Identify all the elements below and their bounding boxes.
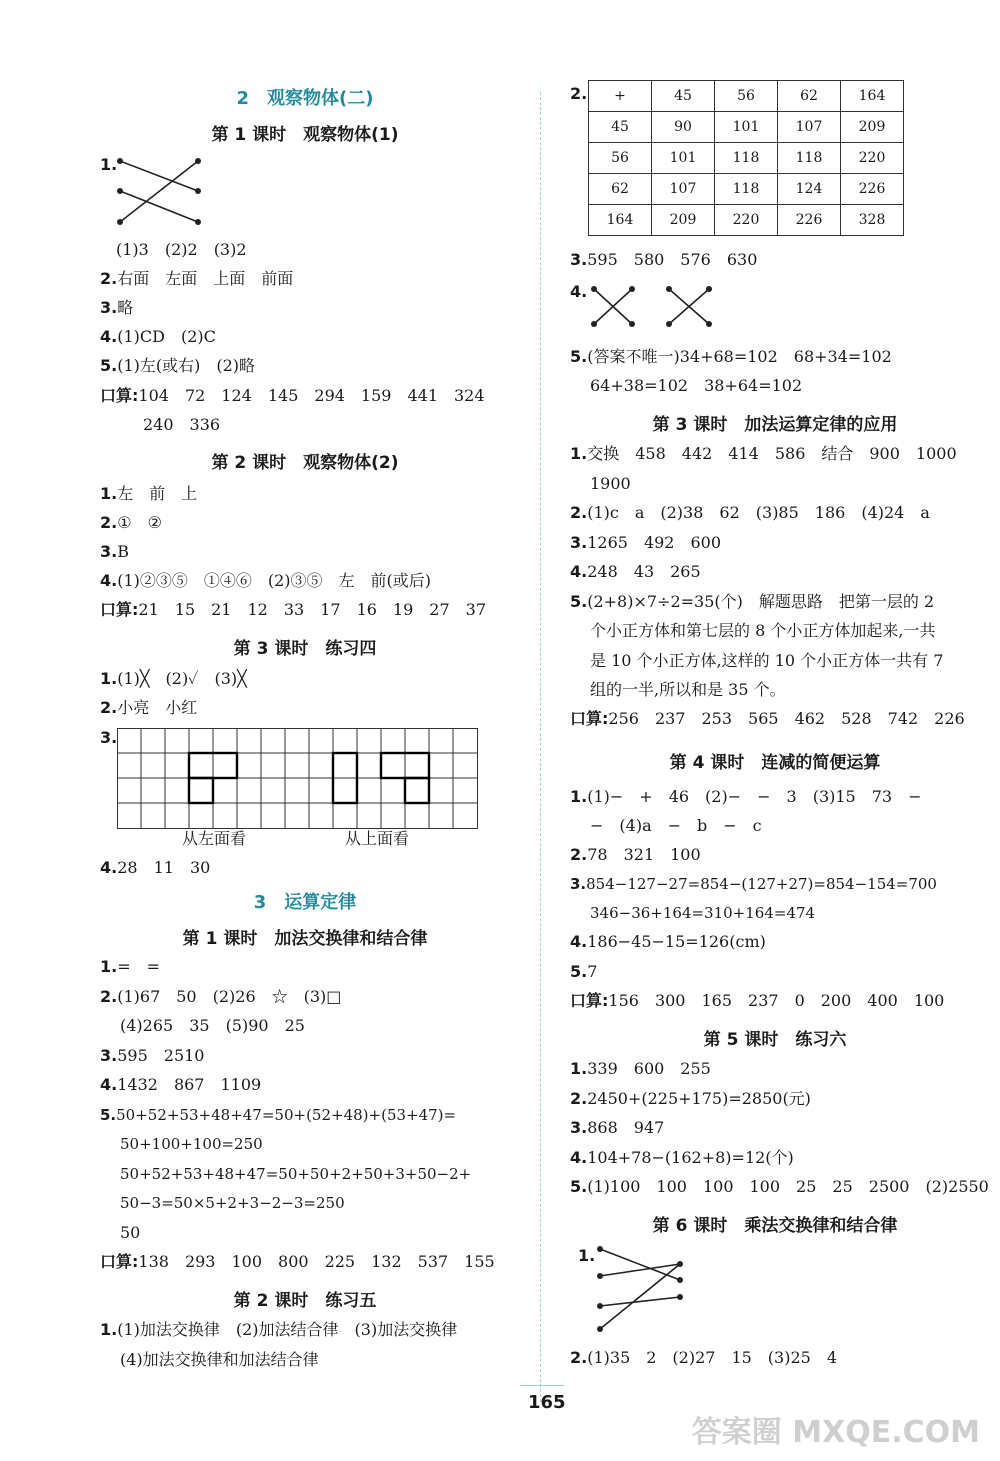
- answer-line: 4.248 43 265: [570, 562, 701, 581]
- answer-text: (答案不唯一)34+68=102 68+34=102: [587, 347, 892, 366]
- answer-text: 595 580 576 630: [587, 250, 758, 269]
- answer-line: 5.(答案不唯一)34+68=102 68+34=102: [570, 347, 892, 366]
- answer-text: 略: [117, 298, 134, 317]
- answer-line: 3.868 947: [570, 1118, 665, 1137]
- answer-text: 339 600 255: [587, 1059, 711, 1078]
- answer-line: 50−3=50×5+2+3−2−3=250: [120, 1194, 345, 1212]
- answer-line: 3.1265 492 600: [570, 533, 722, 552]
- table-row: [589, 205, 904, 236]
- answer-line: (4)加法交换律和加法结合律: [120, 1350, 319, 1369]
- table-cell: 45: [589, 112, 652, 143]
- answer-line: 64+38=102 38+64=102: [590, 376, 803, 395]
- answer-text: 右面 左面 上面 前面: [117, 269, 294, 288]
- column-divider: [540, 92, 541, 1402]
- answer-line: 2.小亮 小红: [100, 698, 198, 717]
- question-number: 3.: [100, 728, 118, 747]
- answer-line: 1.339 600 255: [570, 1059, 711, 1078]
- answer-line: 3.595 580 576 630: [570, 250, 758, 269]
- oral-calc-label: 口算:: [570, 991, 609, 1010]
- answer-line: 2.右面 左面 上面 前面: [100, 269, 294, 288]
- answer-text: 左 前 上: [117, 484, 198, 503]
- table-cell: 101: [652, 143, 715, 174]
- table-cell: 45: [652, 81, 715, 112]
- table-cell: 124: [778, 174, 841, 205]
- answer-text: 1432 867 1109: [117, 1075, 262, 1094]
- table-cell: 328: [841, 205, 904, 236]
- answer-line: 5.(1)左(或右) (2)略: [100, 356, 256, 375]
- answer-text: (1)╳ (2)✓ (3)╳: [117, 669, 247, 688]
- answer-text: (1)67 50 (2)26 ☆ (3)□: [117, 987, 342, 1006]
- answer-line: 3.略: [100, 298, 134, 317]
- answer-line: 1.= =: [100, 957, 161, 976]
- table-cell: 118: [715, 174, 778, 205]
- answer-text: 256 237 253 565 462 528 742 226: [608, 709, 965, 728]
- answer-line: 5.(2+8)×7÷2=35(个) 解题思路 把第一层的 2: [570, 592, 935, 611]
- matching-lines-diagram: [594, 1243, 689, 1335]
- chapter-title-2: 2 观察物体(二): [236, 88, 374, 109]
- question-number: 1.: [100, 155, 118, 174]
- table-cell: 62: [778, 81, 841, 112]
- table-cell: 209: [841, 112, 904, 143]
- answer-line: 2.(1)35 2 (2)27 15 (3)25 4: [570, 1348, 838, 1367]
- answer-line: 50: [120, 1223, 141, 1242]
- answer-line: 5.50+52+53+48+47=50+(52+48)+(53+47)=: [100, 1106, 457, 1124]
- answer-line: (4)265 35 (5)90 25: [120, 1016, 305, 1035]
- answer-line: 2.① ②: [100, 513, 162, 532]
- answer-line: 是 10 个小正方体,这样的 10 个小正方体一共有 7: [590, 651, 944, 670]
- answer-text: 交换 458 442 414 586 结合 900 1000: [587, 444, 957, 463]
- question-number: 4.: [570, 282, 588, 301]
- answer-text: 104+78−(162+8)=12(个): [587, 1148, 794, 1167]
- answer-line: 3.854−127−27=854−(127+27)=854−154=700: [570, 875, 937, 893]
- oral-calc-label: 口算:: [100, 600, 139, 619]
- answer-line: 2.(1)67 50 (2)26 ☆ (3)□: [100, 987, 342, 1006]
- lesson-title: 第 2 课时 观察物体(2): [211, 453, 399, 473]
- answer-line: 5.7: [570, 962, 598, 981]
- answer-line: 240 336: [143, 415, 221, 434]
- answer-text: 28 11 30: [117, 858, 211, 877]
- answer-line: 1.(1)− + 46 (2)− − 3 (3)15 73 −: [570, 787, 922, 806]
- table-cell: 118: [778, 143, 841, 174]
- answer-text: 595 2510: [117, 1046, 205, 1065]
- answer-text: 854−127−27=854−(127+27)=854−154=700: [586, 875, 937, 893]
- answer-line: 1.左 前 上: [100, 484, 198, 503]
- lesson-title: 第 4 课时 连减的简便运算: [669, 753, 881, 773]
- table-cell: 118: [715, 143, 778, 174]
- answer-line: 4.(1)②③⑤ ①④⑥ (2)③⑤ 左 前(或后): [100, 571, 432, 590]
- question-number: 2.: [570, 84, 588, 103]
- answer-text: = =: [117, 957, 161, 976]
- answer-line: 1.(1)╳ (2)✓ (3)╳: [100, 669, 247, 688]
- answer-line: 4.(1)CD (2)C: [100, 327, 216, 346]
- answer-text: 104 72 124 145 294 159 441 324: [138, 386, 485, 405]
- table-cell: 209: [652, 205, 715, 236]
- table-cell: 226: [841, 174, 904, 205]
- answer-line: 4.104+78−(162+8)=12(个): [570, 1148, 794, 1167]
- table-cell: 101: [715, 112, 778, 143]
- table-cell: 164: [589, 205, 652, 236]
- oral-calc-line: [100, 600, 486, 620]
- answer-text: 小亮 小红: [117, 698, 198, 717]
- answer-line: 1.(1)加法交换律 (2)加法结合律 (3)加法交换律: [100, 1320, 458, 1339]
- answer-line: 组的一半,所以和是 35 个。: [590, 680, 786, 699]
- table-cell: 107: [652, 174, 715, 205]
- table-cell: 164: [841, 81, 904, 112]
- table-row: [589, 174, 904, 205]
- table-row: [589, 112, 904, 143]
- table-cell: 226: [778, 205, 841, 236]
- answer-line: 2.2450+(225+175)=2850(元): [570, 1089, 811, 1108]
- answer-text: (1)c a (2)38 62 (3)85 186 (4)24 a: [587, 503, 930, 522]
- lesson-title: 第 1 课时 加法交换律和结合律: [182, 929, 428, 949]
- answer-line: 2.(1)c a (2)38 62 (3)85 186 (4)24 a: [570, 503, 930, 522]
- oral-calc-label: 口算:: [570, 709, 609, 728]
- answer-text: 7: [587, 962, 598, 981]
- answer-text: 248 43 265: [587, 562, 701, 581]
- answer-line: 4.28 11 30: [100, 858, 211, 877]
- lesson-title: 第 2 课时 练习五: [233, 1291, 377, 1311]
- answer-text: 186−45−15=126(cm): [587, 932, 766, 951]
- lesson-title: 第 6 课时 乘法交换律和结合律: [652, 1216, 898, 1236]
- answer-text: (1)− + 46 (2)− − 3 (3)15 73 −: [587, 787, 922, 806]
- answer-line: 50+52+53+48+47=50+50+2+50+3+50−2+: [120, 1165, 472, 1183]
- table-cell: 107: [778, 112, 841, 143]
- answer-text: (1)CD (2)C: [117, 327, 216, 346]
- table-cell: 56: [589, 143, 652, 174]
- answer-text: (2+8)×7÷2=35(个) 解题思路 把第一层的 2: [587, 592, 935, 611]
- question-number: 1.: [578, 1246, 596, 1265]
- addition-table: [588, 80, 904, 236]
- oral-calc-line: [100, 1252, 495, 1272]
- answer-text: 50+52+53+48+47=50+(52+48)+(53+47)=: [116, 1106, 457, 1124]
- answer-text: (1)100 100 100 100 25 25 2500 (2)2550: [587, 1177, 989, 1196]
- lesson-title: 第 5 课时 练习六: [703, 1030, 847, 1050]
- answer-text: (1)左(或右) (2)略: [117, 356, 256, 375]
- answer-text: 868 947: [587, 1118, 665, 1137]
- answer-text: 138 293 100 800 225 132 537 155: [138, 1252, 495, 1271]
- table-cell: 62: [589, 174, 652, 205]
- table-cell: 220: [715, 205, 778, 236]
- table-row: [589, 81, 904, 112]
- answer-text: (1)加法交换律 (2)加法结合律 (3)加法交换律: [117, 1320, 458, 1339]
- oral-calc-label: 口算:: [100, 386, 139, 405]
- chapter-title-3: 3 运算定律: [253, 892, 357, 913]
- answer-line: 3.595 2510: [100, 1046, 205, 1065]
- answer-text: 156 300 165 237 0 200 400 100: [608, 991, 945, 1010]
- watermark-logo: 答案圈 MXQE.COM: [691, 1415, 980, 1450]
- lesson-title: 第 3 课时 练习四: [233, 639, 377, 659]
- table-cell: 56: [715, 81, 778, 112]
- oral-calc-line: [100, 386, 485, 406]
- lesson-title: 第 1 课时 观察物体(1): [211, 125, 399, 145]
- answer-text: ① ②: [117, 513, 162, 532]
- cross-lines-diagram: [588, 284, 723, 330]
- oral-calc-label: 口算:: [100, 1252, 139, 1271]
- answer-line: 4.1432 867 1109: [100, 1075, 262, 1094]
- page-number: 165: [528, 1392, 566, 1413]
- answer-line: 1.交换 458 442 414 586 结合 900 1000: [570, 444, 957, 463]
- view-grid: [117, 728, 479, 830]
- answer-line: 2.78 321 100: [570, 845, 701, 864]
- answer-text: (1)35 2 (2)27 15 (3)25 4: [587, 1348, 838, 1367]
- answer-line: 3.B: [100, 542, 129, 561]
- answer-text: 21 15 21 12 33 17 16 19 27 37: [138, 600, 487, 619]
- grid-label-left: 从左面看: [182, 829, 247, 848]
- page-number-rule: [520, 1385, 564, 1386]
- answer-line: 50+100+100=250: [120, 1135, 263, 1153]
- answer-line: 1900: [590, 474, 631, 493]
- answer-text: 1265 492 600: [587, 533, 722, 552]
- answer-text: 2450+(225+175)=2850(元): [587, 1089, 811, 1108]
- oral-calc-line: [570, 991, 944, 1011]
- answer-line: 个小正方体和第七层的 8 个小正方体加起来,一共: [590, 621, 936, 640]
- answer-line: 5.(1)100 100 100 100 25 25 2500 (2)2550: [570, 1177, 989, 1196]
- table-cell: +: [589, 81, 652, 112]
- answer-text: B: [117, 542, 129, 561]
- answer-line: − (4)a − b − c: [590, 816, 762, 835]
- answer-line: 346−36+164=310+164=474: [590, 904, 816, 922]
- answer-line: (1)3 (2)2 (3)2: [116, 240, 247, 259]
- answer-line: 4.186−45−15=126(cm): [570, 932, 766, 951]
- answer-text: 78 321 100: [587, 845, 701, 864]
- matching-lines-diagram: [112, 152, 207, 232]
- table-cell: 90: [652, 112, 715, 143]
- table-cell: 220: [841, 143, 904, 174]
- oral-calc-line: [570, 709, 965, 729]
- lesson-title: 第 3 课时 加法运算定律的应用: [652, 415, 898, 435]
- answer-text: (1)②③⑤ ①④⑥ (2)③⑤ 左 前(或后): [117, 571, 432, 590]
- table-row: [589, 143, 904, 174]
- grid-label-top: 从上面看: [345, 829, 410, 848]
